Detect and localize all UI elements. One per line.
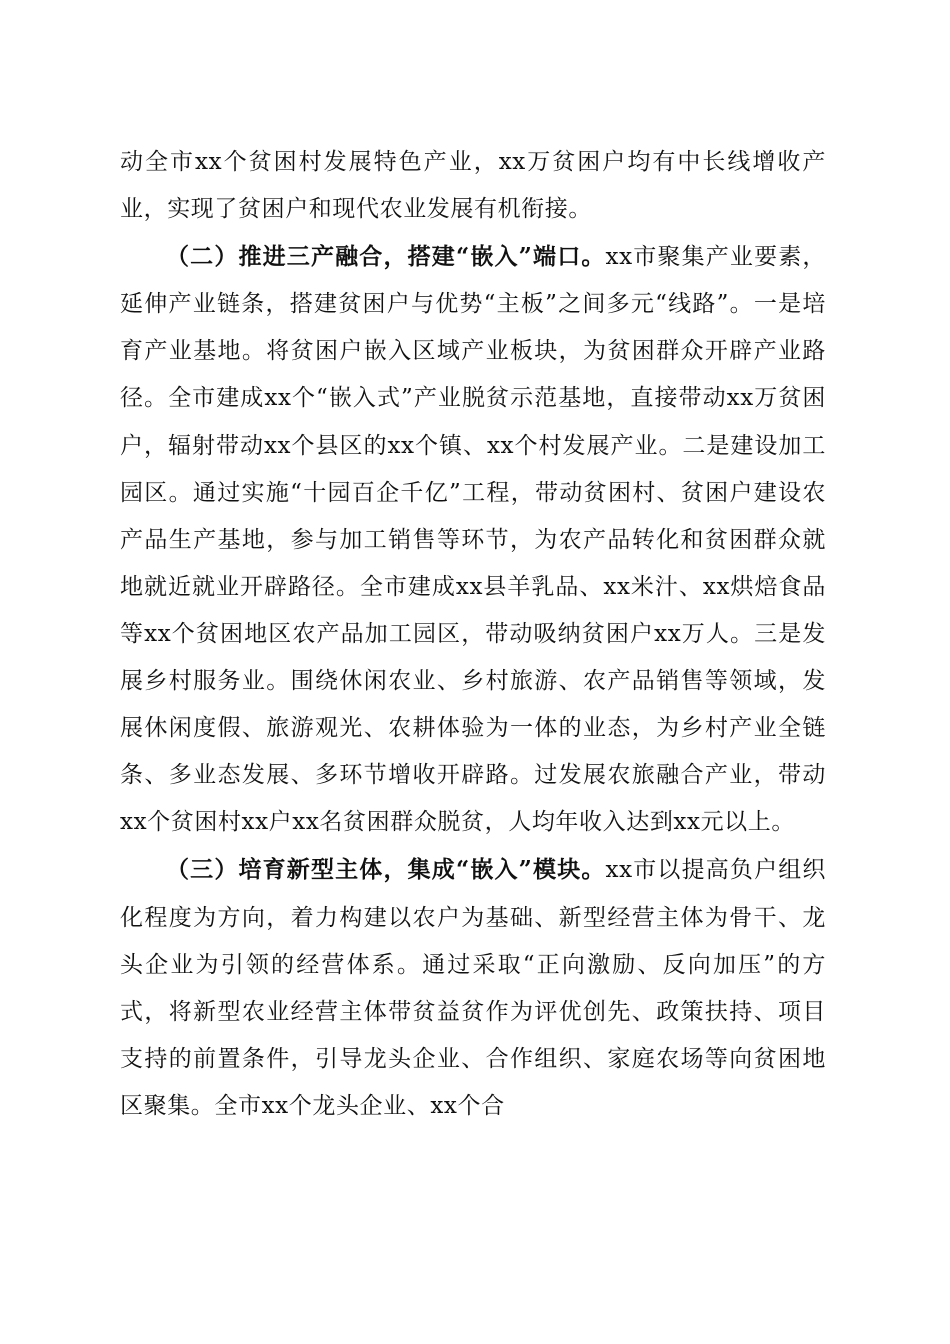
paragraph-text: 动全市xx个贫困村发展特色产业，xx万贫困户均有中长线增收产业，实现了贫困户和现代农业发展有机衔接。	[120, 149, 826, 223]
paragraph-section-3	[120, 846, 826, 1130]
paragraph-text: xx市以提高负户组织化程度为方向，着力构建以农户为基础、新型经营主体为骨干、龙头企业为引领的经营体系。通过采取“正向激励、反向加压”的方式，将新型农业经营主体带贫益贫作为评优创先、政策扶持、项目支持的前置条件，引导龙头企业、合作组织、家庭农场等向贫困地区聚集。全市xx个龙头企业、xx个合	[120, 857, 826, 1119]
document-body	[120, 139, 826, 1130]
section-heading: （二）推进三产融合，搭建“嵌入”端口。	[166, 243, 606, 271]
paragraph-section-2	[120, 233, 826, 846]
paragraph-text: xx市聚集产业要素，延伸产业链条，搭建贫困户与优势“主板”之间多元“线路”。一是培育产业基地。将贫困户嵌入区域产业板块，为贫困群众开辟产业路径。全市建成xx个“嵌入式”产业脱贫示范基地，直接带动xx万贫困户，辐射带动xx个县区的xx个镇、xx个村发展产业。二是建设加工园区。通过实施“十园百企千亿”工程，带动贫困村、贫困户建设农产品生产基地，参与加工销售等环节，为农产品转化和贫困群众就地就近就业开辟路径。全市建成xx县羊乳品、xx米汁、xx烘焙食品等xx个贫困地区农产品加工园区，带动吸纳贫困户xx万人。三是发展乡村服务业。围绕休闲农业、乡村旅游、农产品销售等领域，发展休闲度假、旅游观光、农耕体验为一体的业态，为乡村产业全链条、多业态发展、多环节增收开辟路。过发展农旅融合产业，带动xx个贫困村xx户xx名贫困群众脱贫，人均年收入达到xx元以上。	[120, 244, 826, 836]
section-heading: （三）培育新型主体，集成“嵌入”模块。	[166, 856, 606, 884]
paragraph-continuation	[120, 139, 826, 233]
